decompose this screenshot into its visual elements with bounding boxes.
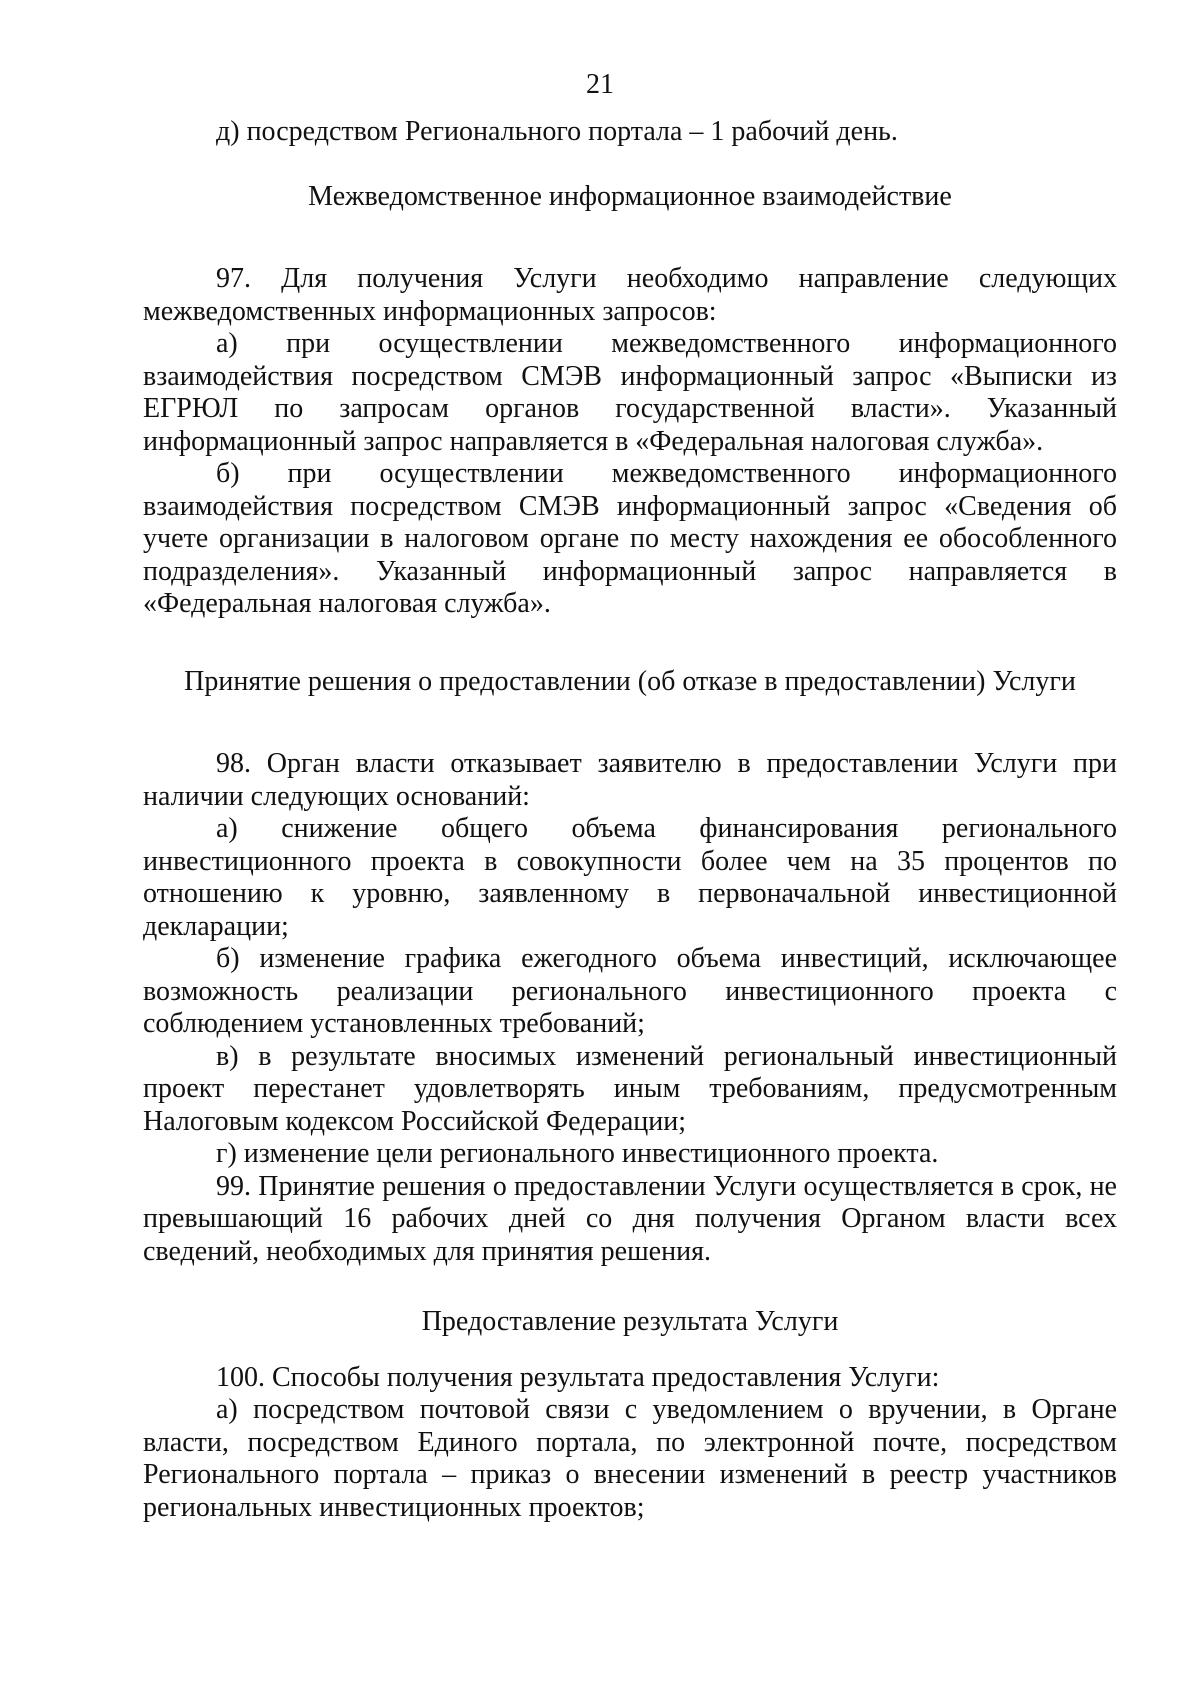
paragraph-98v: в) в результате вносимых изменений региональный инвестиционный проект перестанет удовлетворять иным требованиям, предусмотренным Налоговым кодексом Российской Федерации; xyxy=(143,1040,1117,1137)
paragraph-97b: б) при осуществлении межведомственного информационного взаимодействия посредством СМЭВ информационный запрос «Сведения об учете организации в налоговом органе по месту нахождения ее обособленного подразделения». Указанный информационный запрос направляется в «Федеральная налоговая служба». xyxy=(143,458,1117,619)
paragraph-98b: б) изменение графика ежегодного объема инвестиций, исключающее возможность реализации регионального инвестиционного проекта с соблюдением установленных требований; xyxy=(143,943,1117,1039)
page-number: 21 xyxy=(586,69,614,100)
paragraph-item-d-regional-portal: д) посредством Регионального портала – 1 рабочий день. xyxy=(216,116,898,147)
document-body xyxy=(143,116,1117,1524)
paragraph-98a: а) снижение общего объема финансирования регионального инвестиционного проекта в совокупности более чем на 35 процентов по отношению к уровню, заявленному в первоначальной инвестиционной декларации; xyxy=(143,813,1117,942)
paragraph-98g: г) изменение цели регионального инвестиционного проекта. xyxy=(216,1138,939,1169)
paragraph-97a: а) при осуществлении межведомственного информационного взаимодействия посредством СМЭВ информационный запрос «Выписки из ЕГРЮЛ по запросам органов государственной власти». Указанный информационный запрос направляется в «Федеральная налоговая служба». xyxy=(143,328,1117,457)
paragraph-98: 98. Орган власти отказывает заявителю в предоставлении Услуги при наличии следующих оснований: xyxy=(143,748,1117,812)
section-heading-decision: Принятие решения о предоставлении (об отказе в предоставлении) Услуги xyxy=(184,665,1076,697)
paragraph-99: 99. Принятие решения о предоставлении Услуги осуществляется в срок, не превышающий 16 рабочих дней со дня получения Органом власти всех сведений, необходимых для принятия решения. xyxy=(143,1170,1117,1267)
paragraph-97: 97. Для получения Услуги необходимо направление следующих межведомственных информационных запросов: xyxy=(143,263,1117,327)
section-heading-interagency: Межведомственное информационное взаимодействие xyxy=(308,180,952,212)
section-heading-result: Предоставление результата Услуги xyxy=(421,1306,839,1337)
paragraph-100: 100. Способы получения результата предоставления Услуги: xyxy=(216,1361,940,1393)
paragraph-100a: а) посредством почтовой связи с уведомлением о вручении, в Органе власти, посредством Единого портала, по электронной почте, посредством Регионального портала – приказ о внесении изменений в реестр участников региональных инвестиционных проектов; xyxy=(143,1394,1117,1523)
